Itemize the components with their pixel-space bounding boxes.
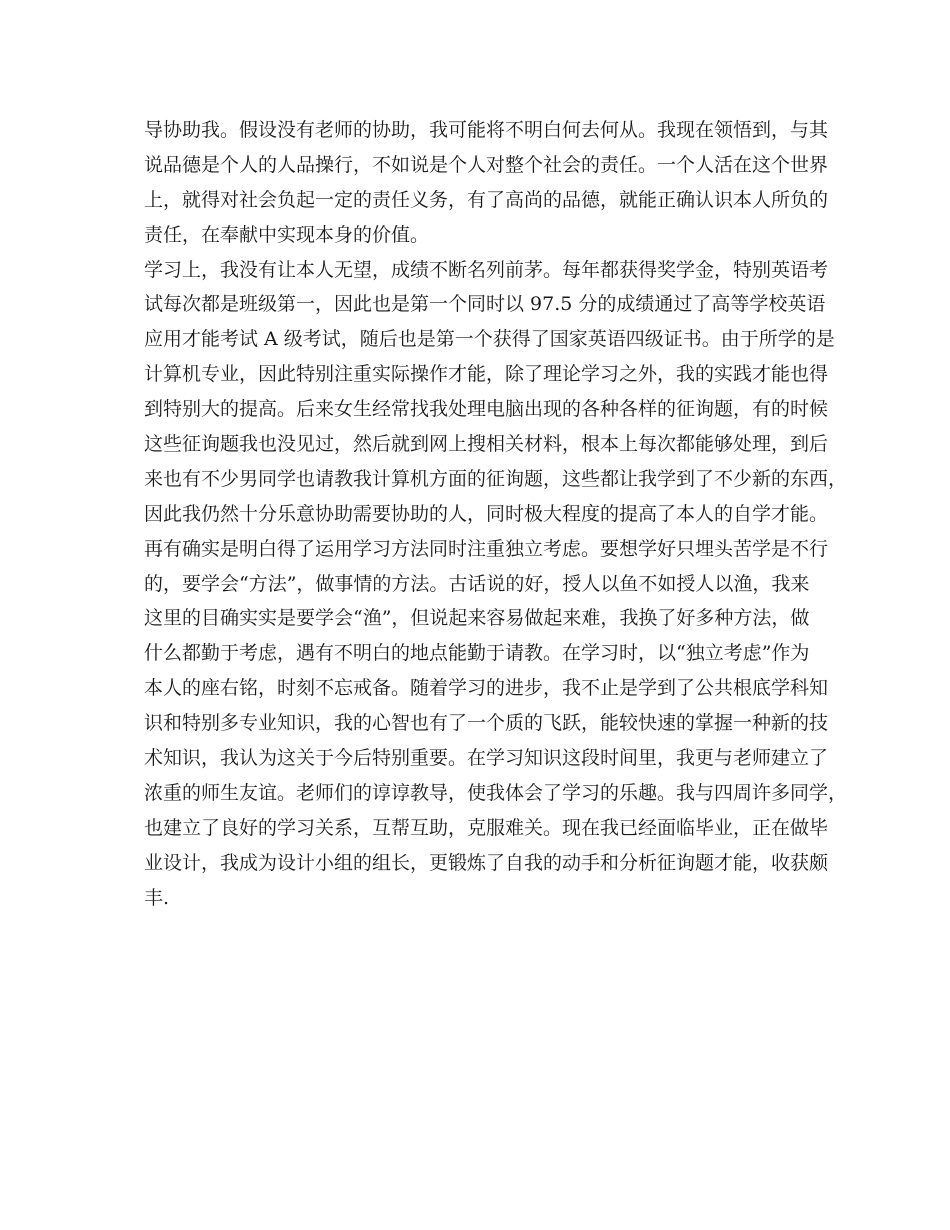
text-line: 术知识，我认为这关于今后特别重要。在学习知识这段时间里，我更与老师建立了 bbox=[144, 747, 829, 770]
text-line: 计算机专业，因此特别注重实际操作才能，除了理论学习之外，我的实践才能也得 bbox=[144, 363, 829, 386]
text-line: 到特别大的提高。后来女生经常找我处理电脑出现的各种各样的征询题，有的时候 bbox=[144, 398, 829, 421]
text-line: 什么都勤于考虑，遇有不明白的地点能勤于请教。在学习时，以“独立考虑”作为 bbox=[144, 642, 810, 665]
text-line: 这里的目确实实是要学会“渔”，但说起来容易做起来难，我换了好多种方法，做 bbox=[144, 607, 810, 630]
text-line: 的，要学会“方法”，做事情的方法。古话说的好，授人以鱼不如授人以渔，我来 bbox=[144, 572, 810, 595]
text-line: 应用才能考试 A 级考试，随后也是第一个获得了国家英语四级证书。由于所学的是 bbox=[144, 328, 835, 351]
text-line: 因此我仍然十分乐意协助需要协助的人，同时极大程度的提高了本人的自学才能。 bbox=[144, 502, 829, 525]
text-line: 责任，在奉献中实现本身的价值。 bbox=[144, 223, 430, 246]
text-line: 来也有不少男同学也请教我计算机方面的征询题，这些都让我学到了不少新的东西， bbox=[144, 467, 848, 490]
text-line: 识和特别多专业知识，我的心智也有了一个质的飞跃，能较快速的掌握一种新的技 bbox=[144, 712, 829, 735]
text-line: 再有确实是明白得了运用学习方法同时注重独立考虑。要想学好只埋头苦学是不行 bbox=[144, 537, 829, 560]
text-line: 上，就得对社会负起一定的责任义务，有了高尚的品德，就能正确认识本人所负的 bbox=[144, 188, 829, 211]
text-line: 这些征询题我也没见过，然后就到网上搜相关材料，根本上每次都能够处理，到后 bbox=[144, 433, 829, 456]
text-line: 试每次都是班级第一，因此也是第一个同时以 97.5 分的成绩通过了高等学校英语 bbox=[144, 293, 826, 316]
text-line: 浓重的师生友谊。老师们的谆谆教导，使我体会了学习的乐趣。我与四周许多同学， bbox=[144, 781, 848, 804]
text-line: 说品德是个人的人品操行，不如说是个人对整个社会的责任。一个人活在这个世界 bbox=[144, 153, 829, 176]
text-line: 本人的座右铭，时刻不忘戒备。随着学习的进步，我不止是学到了公共根底学科知 bbox=[144, 677, 829, 700]
text-line: 也建立了良好的学习关系，互帮互助，克服难关。现在我已经面临毕业，正在做毕 bbox=[144, 816, 829, 839]
text-line: 业设计，我成为设计小组的组长，更锻炼了自我的动手和分析征询题才能，收获颇 bbox=[144, 851, 829, 874]
body-text bbox=[144, 113, 848, 915]
text-line: 导协助我。假设没有老师的协助，我可能将不明白何去何从。我现在领悟到，与其 bbox=[144, 119, 829, 141]
text-line: 丰. bbox=[144, 886, 170, 909]
text-line: 学习上，我没有让本人无望，成绩不断名列前茅。每年都获得奖学金，特别英语考 bbox=[144, 258, 829, 281]
